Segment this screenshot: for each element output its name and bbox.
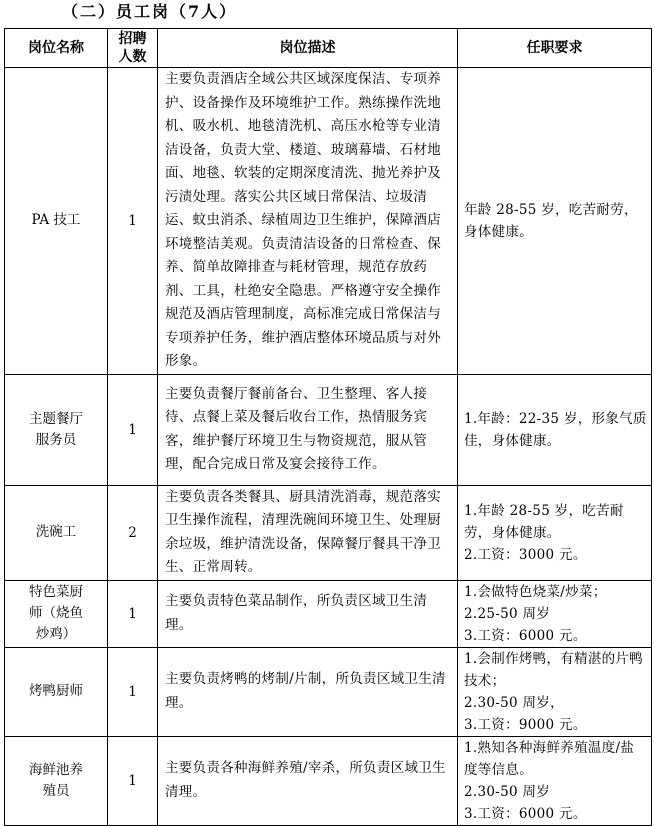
position-name-cell: 洗碗工 bbox=[5, 485, 108, 580]
table-row bbox=[5, 68, 652, 375]
description-cell: 主要负责餐厅餐前备台、卫生整理、客人接待、点餐上菜及餐后收台工作，热情服务宾客，维护餐厅环境卫生与物资规范，服从管理，配合完成日常及宴会接待工作。 bbox=[158, 374, 458, 485]
requirement-line: 3.工资：9000 元。 bbox=[464, 716, 587, 733]
requirement-line: 1.熟知各种海鲜养殖温度/盐度等信息。 bbox=[464, 739, 635, 778]
requirement-line: 2.30-50 周岁， bbox=[464, 694, 564, 711]
requirement-line: 年龄 28-55 岁，吃苦耐劳，身体健康。 bbox=[464, 201, 638, 240]
description-cell: 主要负责酒店全域公共区域深度保洁、专项养护、设备操作及环境维护工作。熟练操作洗地机、吸水机、地毯清洗机、高压水枪等专业清洁设备，负责大堂、楼道、玻璃幕墙、石材地面、地毯、软装的定期深度清洗、抛光养护及污渍处理。落实公共区域日常保洁、垃圾清运、蚊虫消杀、绿植周边卫生维护，保障酒店环境整洁美观。负责清洁设备的日常检查、保养、简单故障排查与耗材管理，规范存放药剂、工具，杜绝安全隐患。严格遵守安全操作规范及酒店管理制度，高标准完成日常保洁与专项养护任务，维护酒店整体环境品质与对外形象。 bbox=[158, 68, 458, 375]
position-name-cell: PA 技工 bbox=[5, 68, 108, 375]
recruit-count-cell: 1 bbox=[108, 68, 158, 375]
section-heading: （二）员工岗（7人） bbox=[62, 2, 238, 21]
position-name-cell: 特色菜厨师（烧鱼炒鸡） bbox=[5, 580, 108, 647]
requirement-line: 1.会制作烤鸭，有精湛的片鸭技术； bbox=[464, 650, 644, 689]
requirement-line: 2.25-50 周岁 bbox=[464, 605, 551, 622]
table-row bbox=[5, 736, 652, 825]
header-recruit-count: 招聘人数 bbox=[108, 29, 158, 68]
recruit-count-cell: 1 bbox=[108, 580, 158, 647]
position-name-cell: 主题餐厅服务员 bbox=[5, 374, 108, 485]
table-row bbox=[5, 374, 652, 485]
table-row bbox=[5, 580, 652, 647]
requirements-cell bbox=[458, 647, 652, 736]
requirements-cell bbox=[458, 68, 652, 375]
requirement-line: 2.工资：3000 元。 bbox=[464, 546, 587, 563]
requirement-line: 2.30-50 周岁 bbox=[464, 783, 551, 800]
recruit-count-cell: 2 bbox=[108, 485, 158, 580]
jobs-table bbox=[4, 28, 652, 826]
position-name-cell: 烤鸭厨师 bbox=[5, 647, 108, 736]
requirements-cell bbox=[458, 736, 652, 825]
recruit-count-cell: 1 bbox=[108, 736, 158, 825]
requirements-cell bbox=[458, 580, 652, 647]
position-name-cell: 海鲜池养殖员 bbox=[5, 736, 108, 825]
requirement-line: 3.工资：6000 元。 bbox=[464, 627, 587, 644]
description-cell: 主要负责各种海鲜养殖/宰杀，所负责区域卫生清理。 bbox=[158, 736, 458, 825]
description-cell: 主要负责特色菜品制作，所负责区域卫生清理。 bbox=[158, 580, 458, 647]
header-row bbox=[5, 29, 652, 68]
table-row bbox=[5, 647, 652, 736]
requirements-cell bbox=[458, 374, 652, 485]
recruit-count-cell: 1 bbox=[108, 374, 158, 485]
recruit-count-cell: 1 bbox=[108, 647, 158, 736]
header-position-name: 岗位名称 bbox=[5, 29, 108, 68]
requirement-line: 1.年龄：22-35 岁，形象气质佳，身体健康。 bbox=[464, 410, 647, 449]
header-description: 岗位描述 bbox=[158, 29, 458, 68]
description-cell: 主要负责烤鸭的烤制/片制，所负责区域卫生清理。 bbox=[158, 647, 458, 736]
requirement-line: 1.年龄 28-55 岁，吃苦耐劳，身体健康。 bbox=[464, 502, 624, 541]
requirements-cell bbox=[458, 485, 652, 580]
description-cell: 主要负责各类餐具、厨具清洗消毒，规范落实卫生操作流程，清理洗碗间环境卫生、处理厨余垃圾，维护清洗设备，保障餐厅餐具干净卫生、正常周转。 bbox=[158, 485, 458, 580]
header-requirements: 任职要求 bbox=[458, 29, 652, 68]
table-row bbox=[5, 485, 652, 580]
requirement-line: 1.会做特色烧菜/炒菜； bbox=[464, 583, 607, 600]
requirement-line: 3.工资：6000 元。 bbox=[464, 805, 587, 822]
